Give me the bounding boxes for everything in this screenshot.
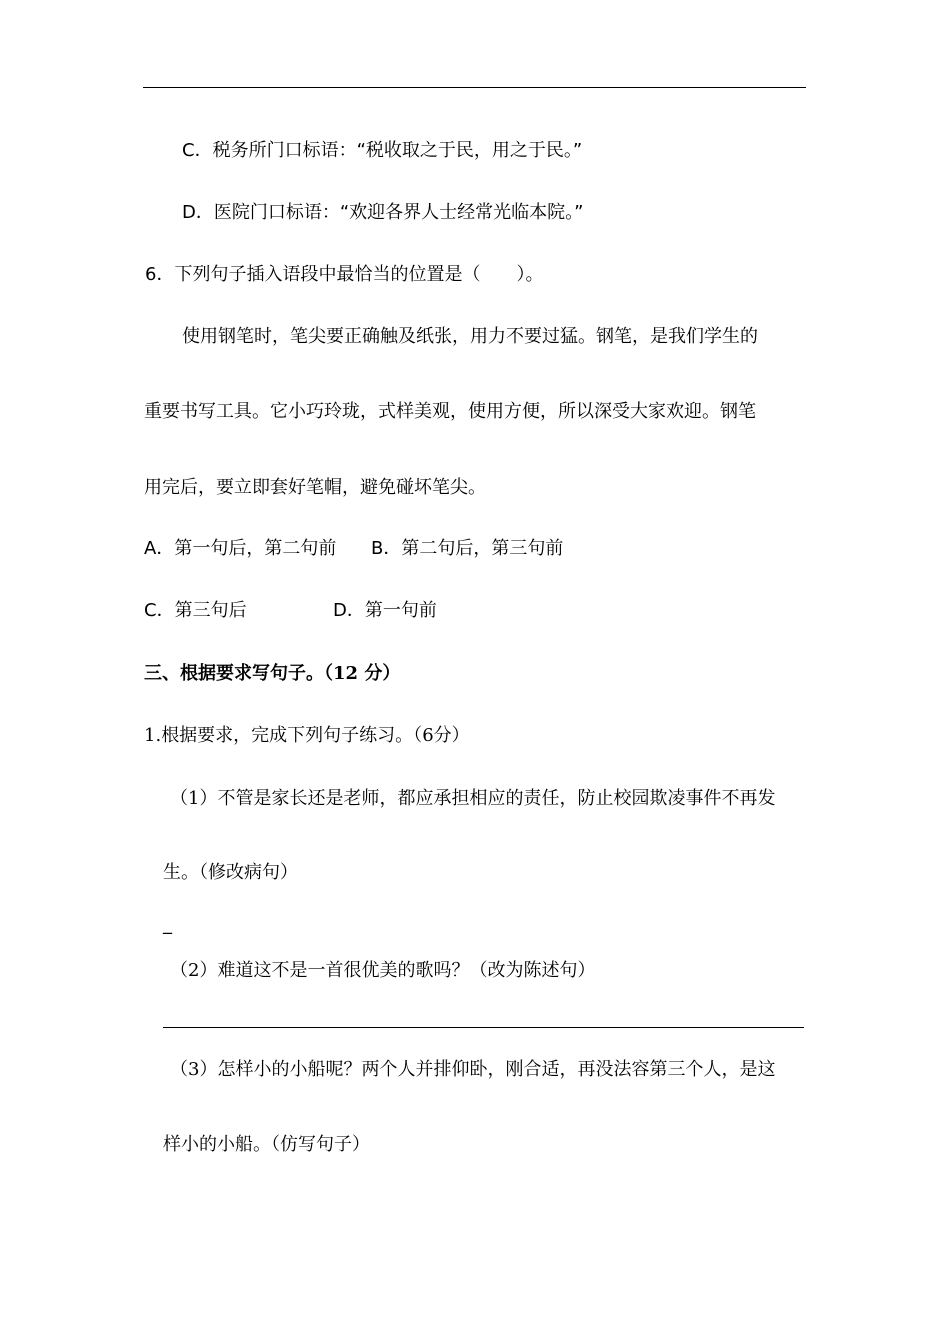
q1-sub3-text: 怎样小的小船呢？两个人并排仰卧，刚合适，再没法容第三个人，是这: [217, 1059, 776, 1080]
q1-text: 根据要求，完成下列句子练习。（: [161, 725, 423, 746]
q1-sub2-text: 难道这不是一首很优美的歌吗？（改为陈述句）: [217, 960, 596, 981]
q1-number: 1.: [144, 725, 162, 746]
q1-sub2: [170, 960, 595, 982]
section-3-score: 12: [333, 663, 359, 684]
q6-option-d: D．第一句前: [333, 600, 437, 621]
q1-sub2-number: （2）: [170, 960, 218, 981]
q1-sub1-number: （1）: [170, 788, 218, 809]
section-3-title: [144, 663, 400, 685]
section-3-title-suffix: 分）: [358, 663, 401, 684]
q1-sub1-line-1: [170, 788, 775, 810]
header-rule: [143, 87, 806, 88]
q6-option-b: B．第二句后，第三句前: [371, 538, 564, 559]
q6-stem: 6．下列句子插入语段中最恰当的位置是（ ）。: [145, 264, 544, 285]
q5-option-c: C．税务所门口标语：“税收取之于民，用之于民。”: [182, 140, 583, 161]
q6-option-a: A．第一句后，第二句前: [144, 538, 337, 559]
q1-sub2-answer-line[interactable]: [163, 1027, 804, 1028]
q1-sub3-line-2: 样小的小船。（仿写句子）: [163, 1134, 370, 1155]
q6-passage-line-2: 重要书写工具。它小巧玲珑，式样美观，使用方便，所以深受大家欢迎。钢笔: [144, 401, 756, 422]
section-3-title-prefix: 三、根据要求写句子。（: [144, 663, 333, 684]
q1-sub1-text: 不管是家长还是老师，都应承担相应的责任，防止校园欺凌事件不再发: [217, 788, 776, 809]
q1-score: 6: [422, 725, 434, 746]
q1-sub1-answer-blank[interactable]: _: [163, 914, 172, 935]
q6-option-c: C．第三句后: [144, 600, 247, 621]
q6-passage-line-1: 使用钢笔时，笔尖要正确触及纸张，用力不要过猛。钢笔，是我们学生的: [182, 326, 758, 347]
q1-sub3-line-1: [170, 1059, 775, 1081]
q1-stem: [144, 725, 470, 747]
q1-sub1-line-2: 生。（修改病句）: [163, 862, 298, 883]
q1-sub3-number: （3）: [170, 1059, 218, 1080]
q1-text-end: 分）: [433, 725, 470, 746]
q5-option-d: D．医院门口标语：“欢迎各界人士经常光临本院。”: [182, 202, 584, 223]
q6-passage-line-3: 用完后，要立即套好笔帽，避免碰坏笔尖。: [144, 477, 486, 498]
